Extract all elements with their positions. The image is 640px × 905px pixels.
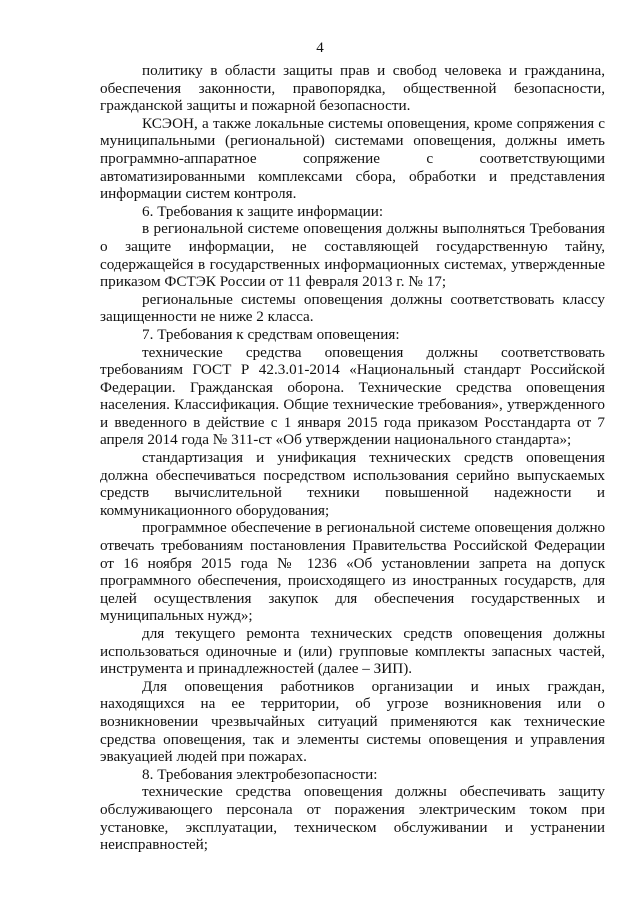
- paragraph-6: стандартизация и унификация технических средств оповещения должна обеспечиваться посредством использования серийно выпускаемых средств вычислительной техники повышенной надежности и коммуникационного оборудования;: [100, 449, 605, 519]
- document-body: [100, 62, 605, 854]
- page-number: 4: [316, 40, 324, 56]
- paragraph-7: программное обеспечение в региональной системе оповещения должно отвечать требованиям постановления Правительства Российской Федерации от 16 ноября 2015 года № 1236 «Об установлении запрета на допуск программного обеспечения, происходящего из иностранных государств, для целей осуществления закупок для обеспечения государственных и муниципальных нужд»;: [100, 519, 605, 625]
- paragraph-8: для текущего ремонта технических средств оповещения должны использоваться одиночные и (или) групповые комплекты запасных частей, инструмента и принадлежностей (далее – ЗИП).: [100, 625, 605, 678]
- paragraph-10: технические средства оповещения должны обеспечивать защиту обслуживающего персонала от поражения электрическим током при установке, эксплуатации, техническом обслуживании и устранении неисправностей;: [100, 783, 605, 854]
- paragraph-1: политику в области защиты прав и свобод человека и гражданина, обеспечения законности, правопорядка, общественной безопасности, гражданской защиты и пожарной безопасности.: [100, 62, 605, 115]
- section-6-heading: 6. Требования к защите информации:: [142, 202, 384, 220]
- paragraph-5: технические средства оповещения должны соответствовать требованиям ГОСТ Р 42.3.01-2014 «Национальный стандарт Российской Федерации. Гражданская оборона. Технические средства оповещения населения. Классификация. Общие технические требования», утвержденного и введенного в действие с 1 января 2015 года приказом Росстандарта от 7 апреля 2014 года № 311-ст «Об утверждении национального стандарта»;: [100, 343, 605, 449]
- section-8-heading: 8. Требования электробезопасности:: [142, 765, 378, 783]
- paragraph-2: КСЭОН, а также локальные системы оповещения, кроме сопряжения с муниципальными (региональной) системами оповещения, должны иметь программно-аппаратное сопряжение с соответствующими автоматизированными комплексами сбора, обработки и представления информации систем контроля.: [100, 114, 605, 203]
- section-7-heading: 7. Требования к средствам оповещения:: [142, 325, 400, 343]
- paragraph-3: в региональной системе оповещения должны выполняться Требования о защите информации, не составляющей государственную тайну, содержащейся в государственных информационных системах, утвержденные приказом ФСТЭК России от 11 февраля 2013 г. № 17;: [100, 220, 605, 291]
- paragraph-9: Для оповещения работников организации и иных граждан, находящихся на ее территории, об угрозе возникновения или о возникновении чрезвычайных ситуаций применяются как технические средства оповещения, так и элементы системы оповещения и управления эвакуацией людей при пожарах.: [100, 677, 605, 766]
- paragraph-4: региональные системы оповещения должны соответствовать классу защищенности не ниже 2 класса.: [100, 290, 605, 326]
